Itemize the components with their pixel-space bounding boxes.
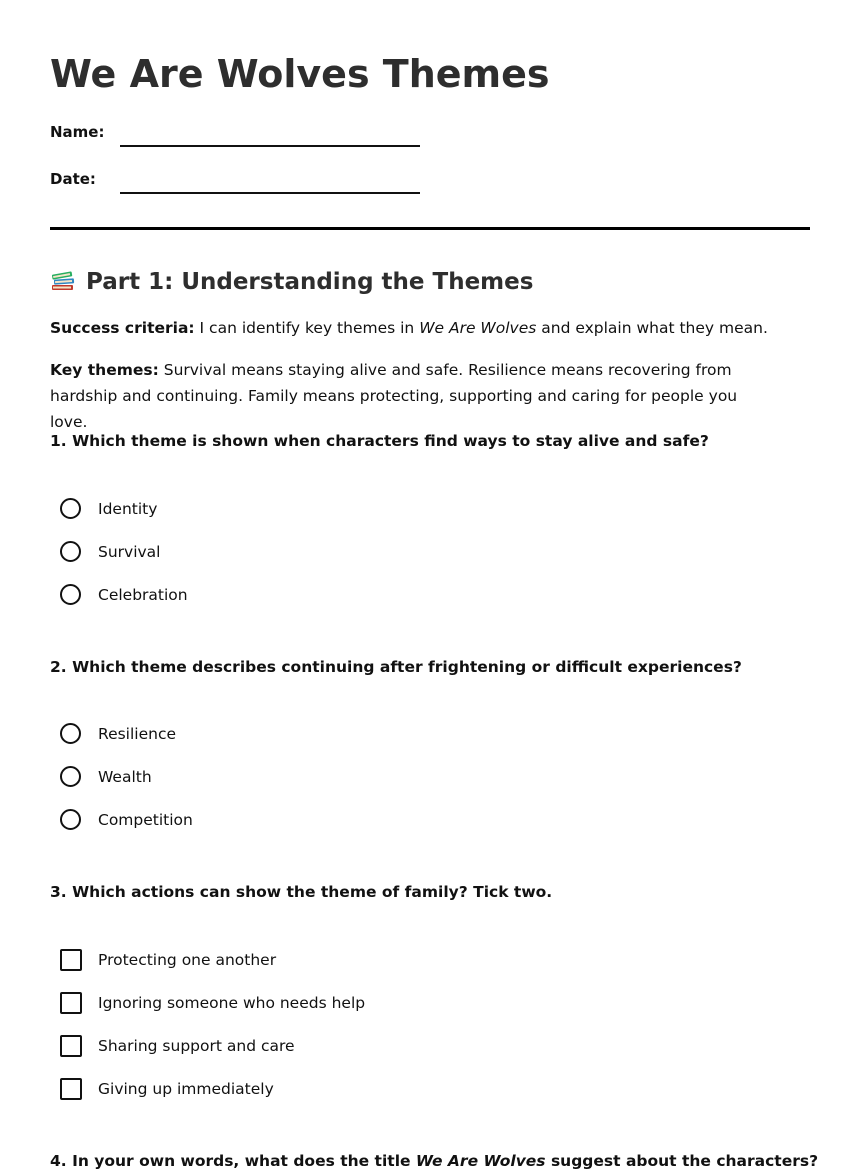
- option-label: Survival: [98, 543, 161, 561]
- option-label: Sharing support and care: [98, 1037, 295, 1055]
- question-2: 2. Which theme describes continuing after frightening or difficult experiences?: [50, 658, 742, 676]
- checkbox[interactable]: [60, 949, 82, 971]
- success-criteria-label: Success criteria:: [50, 319, 195, 337]
- question-4-text-end: suggest about the characters?: [545, 1152, 819, 1170]
- q1-option-celebration[interactable]: [60, 584, 560, 610]
- question-3: 3. Which actions can show the theme of family? Tick two.: [50, 883, 553, 901]
- option-label: Celebration: [98, 586, 188, 604]
- q3-option-protecting[interactable]: [60, 949, 560, 975]
- q3-option-giving-up[interactable]: [60, 1078, 560, 1104]
- section-heading-text: Part 1: Understanding the Themes: [86, 269, 534, 295]
- option-label: Competition: [98, 811, 193, 829]
- radio-button[interactable]: [60, 498, 81, 519]
- date-label: Date:: [50, 170, 96, 188]
- checkbox[interactable]: [60, 1078, 82, 1100]
- option-label: Protecting one another: [98, 951, 277, 969]
- books-icon: [50, 268, 76, 292]
- option-label: Giving up immediately: [98, 1080, 274, 1098]
- option-label: Resilience: [98, 725, 177, 743]
- question-1: 1. Which theme is shown when characters find ways to stay alive and safe?: [50, 432, 709, 450]
- success-criteria: [50, 315, 770, 341]
- q2-option-competition[interactable]: [60, 809, 560, 835]
- radio-button[interactable]: [60, 541, 81, 562]
- book-title: We Are Wolves: [419, 319, 537, 337]
- question-4: [50, 1150, 819, 1172]
- radio-button[interactable]: [60, 723, 81, 744]
- name-field: [50, 122, 450, 152]
- success-criteria-text-end: and explain what they mean.: [536, 319, 768, 337]
- question-4-text: 4. In your own words, what does the title: [50, 1152, 416, 1170]
- name-input-line[interactable]: [120, 145, 420, 147]
- date-input-line[interactable]: [120, 192, 420, 194]
- q3-option-ignoring[interactable]: [60, 992, 560, 1018]
- q1-option-identity[interactable]: [60, 498, 560, 524]
- section-heading: [50, 266, 533, 298]
- q1-option-survival[interactable]: [60, 541, 560, 567]
- checkbox[interactable]: [60, 1035, 82, 1057]
- radio-button[interactable]: [60, 584, 81, 605]
- key-themes-text: Survival means staying alive and safe. Resilience means recovering from hardship and continuing. Family means protecting, supporting and caring for people you love.: [50, 361, 738, 431]
- radio-button[interactable]: [60, 809, 81, 830]
- radio-button[interactable]: [60, 766, 81, 787]
- header-divider: [50, 227, 810, 230]
- page-title: We Are Wolves Themes: [50, 52, 550, 96]
- q2-option-wealth[interactable]: [60, 766, 560, 792]
- success-criteria-text: I can identify key themes in: [194, 319, 420, 337]
- checkbox[interactable]: [60, 992, 82, 1014]
- question-4-book-title: We Are Wolves: [415, 1152, 546, 1170]
- key-themes-label: Key themes:: [50, 361, 159, 379]
- option-label: Ignoring someone who needs help: [98, 994, 366, 1012]
- key-themes: [50, 357, 770, 435]
- date-field: [50, 169, 450, 199]
- q2-option-resilience[interactable]: [60, 723, 560, 749]
- option-label: Identity: [98, 500, 158, 518]
- name-label: Name:: [50, 123, 105, 141]
- q3-option-sharing[interactable]: [60, 1035, 560, 1061]
- option-label: Wealth: [98, 768, 152, 786]
